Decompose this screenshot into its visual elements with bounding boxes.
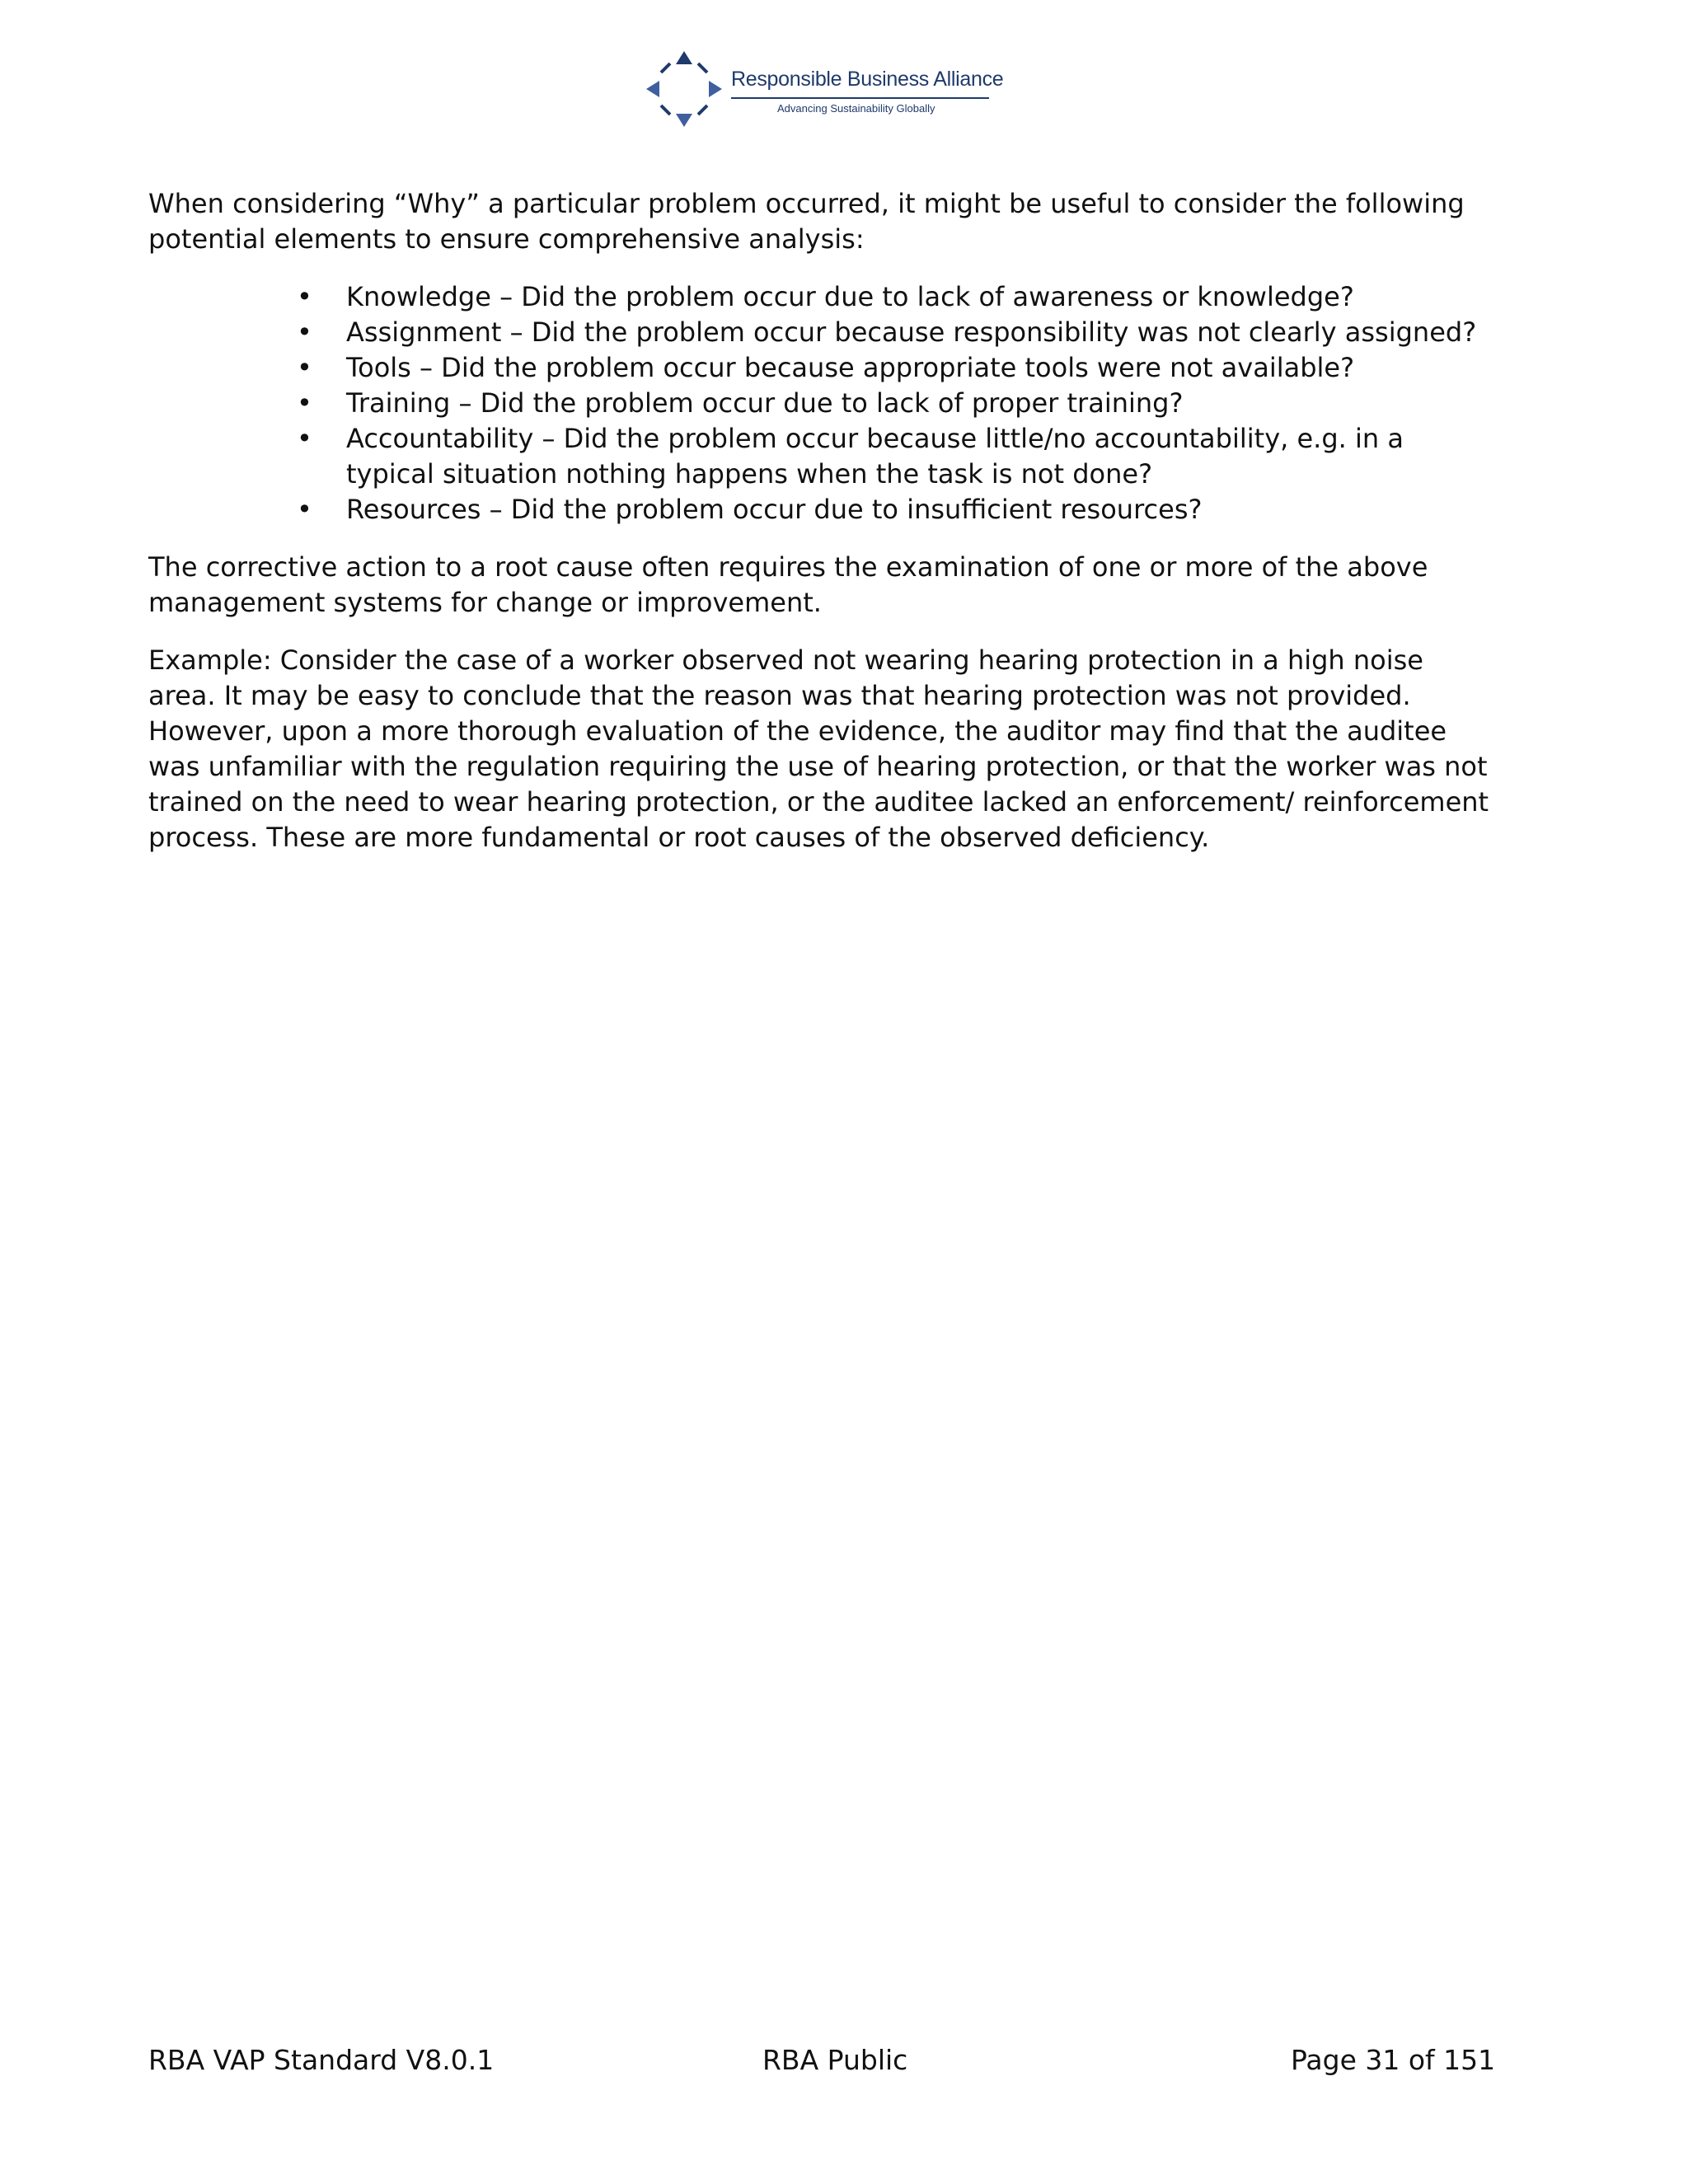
footer-document-version: RBA VAP Standard V8.0.1 [148,2044,495,2076]
footer-classification: RBA Public [762,2044,908,2076]
logo-divider [731,97,989,99]
intro-paragraph: When considering “Why” a particular problem occurred, it might be useful to consider the following potential elements to ensure comprehensive analysis: [148,188,1465,255]
bullet-icon: • [297,352,312,383]
bullet-icon: • [297,316,312,348]
logo-tagline: Advancing Sustainability Globally [777,102,935,115]
list-item-text: Resources – Did the problem occur due to insufficient resources? [346,494,1203,525]
list-item [148,492,1492,527]
logo-title: Responsible Business Alliance [731,68,1004,91]
list-item [148,315,1492,350]
bullet-list [148,279,1492,527]
list-item-text: Tools – Did the problem occur because appropriate tools were not available? [346,352,1355,383]
rba-logo [643,48,1006,130]
footer-page-number: Page 31 of 151 [1291,2044,1496,2076]
list-item-text: Assignment – Did the problem occur because responsibility was not clearly assigned? [346,316,1477,348]
compass-icon [643,48,725,130]
example-paragraph: Example: Consider the case of a worker observed not wearing hearing protection in a high noise area. It may be easy to conclude that the reason was that hearing protection was not provided. However, upon a more thorough evaluation of the evidence, the auditor may find that the auditee was unfamiliar with the regulation requiring the use of hearing protection, or that the worker was not trained on the need to wear hearing protection, or the auditee lacked an enforcement/ reinforcement process. These are more fundamental or root causes of the observed deficiency. [148,644,1489,853]
bullet-icon: • [297,494,312,525]
list-item [148,279,1492,315]
list-item-text: Knowledge – Did the problem occur due to lack of awareness or knowledge? [346,281,1354,312]
list-item [148,350,1492,386]
bullet-icon: • [297,387,312,419]
bullet-icon: • [297,423,312,454]
main-content [148,186,1492,878]
list-item [148,386,1492,421]
bullet-icon: • [297,281,312,312]
list-item-text: Training – Did the problem occur due to lack of proper training? [346,387,1184,419]
list-item-text: Accountability – Did the problem occur because little/no accountability, e.g. in a typical situation nothing happens when the task is not done? [346,423,1404,490]
list-item [148,421,1492,492]
corrective-action-paragraph: The corrective action to a root cause often requires the examination of one or more of the above management systems for change or improvement. [148,551,1428,618]
